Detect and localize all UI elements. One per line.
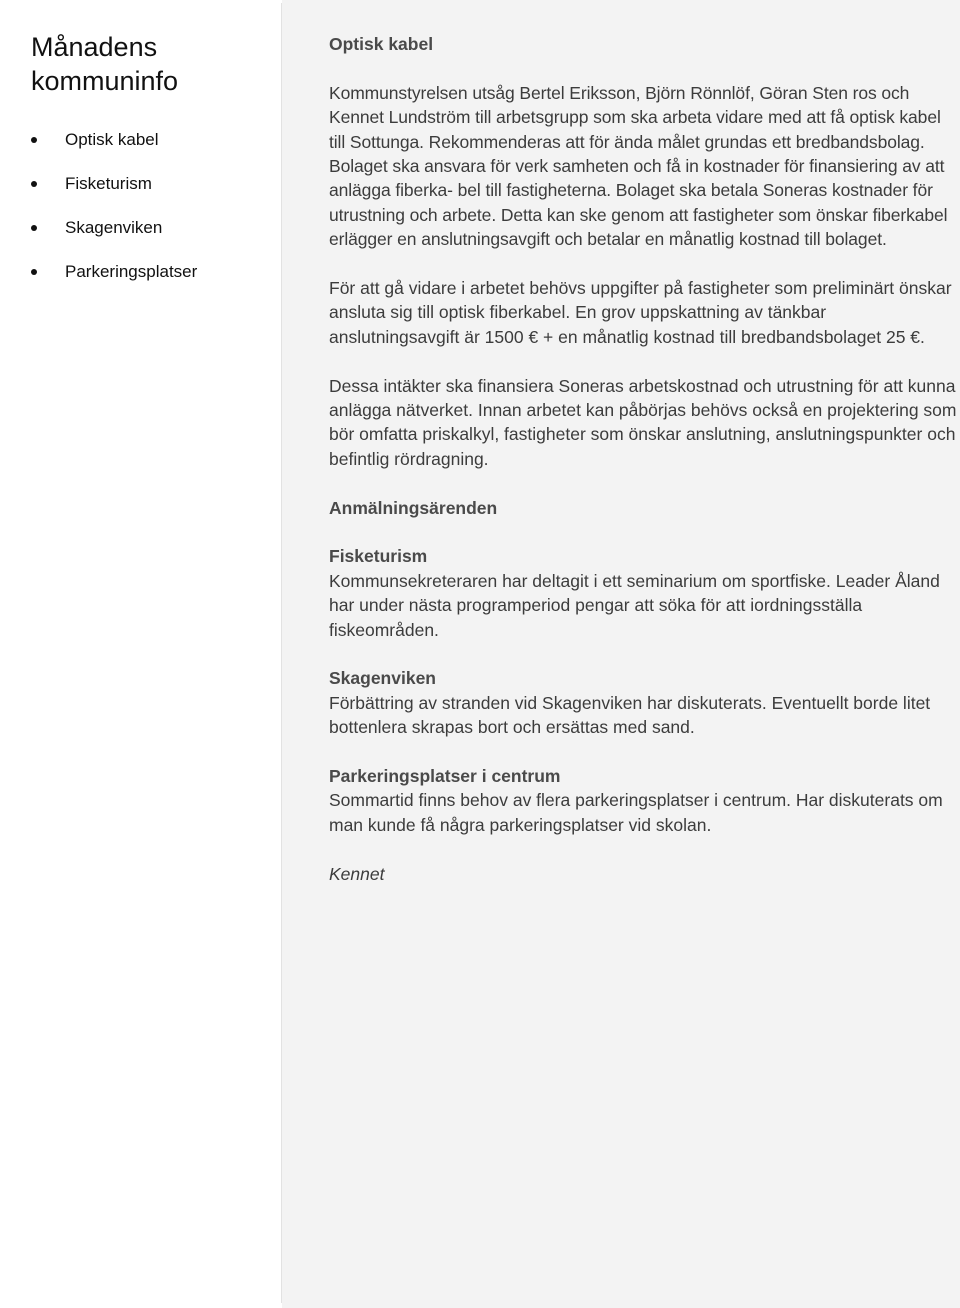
- optisk-kabel-paragraph-2: För att gå vidare i arbetet behövs uppgifter på fastigheter som preliminärt önskar ansluta sig till optisk fiberkabel. En grov uppskattning av tänkbar anslutningsavgift är 1500 € + en månatlig kostnad till bredbandsbolaget 25 €.: [329, 278, 952, 347]
- sidebar-item-fisketurism[interactable]: [31, 162, 197, 206]
- bullet-icon: [31, 269, 37, 275]
- sidebar-item-label: Parkeringsplatser: [65, 262, 198, 281]
- sidebar-topic-list: [31, 118, 197, 294]
- optisk-kabel-paragraph-3: Dessa intäkter ska finansiera Soneras arbetskostnad och utrustning för att kunna anlägga nätverket. Innan arbetet kan påbörjas behövs också en projektering som bör omfatta priskalkyl, fastigheter som önskar anslutning, anslutningspunkter och befintlig rördragning.: [329, 375, 957, 469]
- section-heading-fisketurism: Fisketurism: [329, 546, 428, 567]
- article-content: [329, 32, 960, 886]
- section-heading-anmalningsarenden: Anmälningsärenden: [329, 497, 498, 518]
- spacer: [329, 520, 960, 544]
- bullet-icon: [31, 181, 37, 187]
- spacer: [329, 642, 960, 666]
- sidebar-item-label: Skagenviken: [65, 218, 163, 237]
- section-heading-optisk-kabel: Optisk kabel: [329, 34, 434, 54]
- article-panel: [282, 0, 960, 1308]
- sidebar: [14, 3, 282, 1303]
- sidebar-item-label: Fisketurism: [65, 174, 152, 193]
- skagenviken-paragraph: Förbättring av stranden vid Skagenviken har diskuterats. Eventuellt borde litet bottenlera skrapas bort och ersättas med sand.: [329, 692, 931, 738]
- sidebar-item-skagenviken[interactable]: [31, 206, 197, 250]
- spacer: [329, 252, 960, 276]
- section-heading-skagenviken: Skagenviken: [329, 668, 436, 689]
- bullet-icon: [31, 137, 37, 143]
- fisketurism-paragraph: Kommunsekreteraren har deltagit i ett seminarium om sportfiske. Leader Åland har under nästa programperiod pengar att söka för att iordningsställa fiskeområden.: [329, 570, 940, 640]
- sidebar-item-label: Optisk kabel: [65, 130, 159, 149]
- author-signature: Kennet: [329, 863, 385, 884]
- spacer: [329, 471, 960, 495]
- sidebar-item-optisk-kabel[interactable]: [31, 118, 197, 162]
- spacer: [329, 349, 960, 373]
- sidebar-item-parkeringsplatser[interactable]: [31, 250, 197, 294]
- section-heading-parkering: Parkeringsplatser i centrum: [329, 766, 561, 787]
- spacer: [329, 740, 960, 764]
- bullet-icon: [31, 225, 37, 231]
- optisk-kabel-paragraph-1: Kommunstyrelsen utsåg Bertel Eriksson, Björn Rönnlöf, Göran Sten ros och Kennet Lundström till arbetsgrupp som ska arbeta vidare med att få optisk kabel till Sottunga. Rekommenderas att för ända målet grundas ett bredbandsbolag. Bolaget ska ansvara för verk samheten och få in kostnader för finansiering av att anlägga fiberka- bel till fastigheterna. Bolaget ska betala Soneras kostnader för utrustning och arbete. Detta kan ske genom att fastigheter som önskar fiberkabel erlägger en anslutningsavgift och betalar en månatlig kostnad till bolaget.: [329, 82, 948, 250]
- parkering-paragraph: Sommartid finns behov av flera parkeringsplatser i centrum. Har diskuterats om man kunde få några parkeringsplatser vid skolan.: [329, 790, 943, 835]
- spacer: [329, 56, 960, 80]
- spacer: [329, 837, 960, 861]
- sidebar-title: Månadens kommuninfo: [31, 32, 179, 96]
